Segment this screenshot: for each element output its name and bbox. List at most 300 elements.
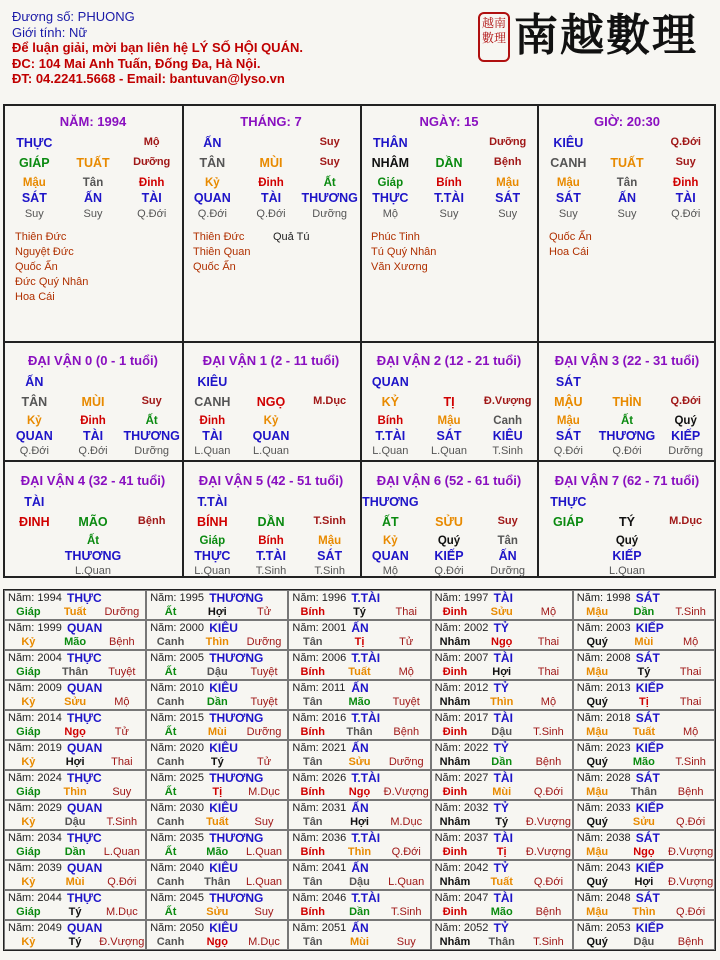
year-stem: Mậu bbox=[586, 846, 609, 858]
dai-van-hidden-stems bbox=[361, 415, 537, 427]
year-branch: Thân bbox=[204, 876, 231, 888]
dai-van-hidden-stems bbox=[183, 415, 359, 427]
year-branch: Mùi bbox=[207, 726, 227, 738]
year-stem: Canh bbox=[156, 876, 185, 888]
year-detail-row bbox=[574, 756, 714, 768]
year-state: T.Sinh bbox=[390, 906, 422, 918]
year-state: Bệnh bbox=[108, 636, 135, 648]
hidden-stem: Mậu bbox=[496, 177, 520, 189]
year-detail-row bbox=[432, 726, 572, 738]
year-stem: Canh bbox=[156, 816, 185, 828]
year-star: SÁT bbox=[635, 651, 660, 665]
year-star: THỰC bbox=[67, 591, 102, 605]
year-branch: Dậu bbox=[349, 876, 370, 888]
year-label: Năm: 2029 bbox=[8, 802, 62, 814]
year-branch: Tý bbox=[210, 756, 224, 768]
hidden-stem bbox=[539, 535, 598, 547]
contact-line-2: ĐC: 104 Mai Anh Tuấn, Đống Đa, Hà Nội. bbox=[12, 55, 261, 71]
contact-line-3: ĐT: 04.2241.5668 - Email: bantuvan@lyso.vn bbox=[12, 71, 285, 86]
year-detail-row bbox=[574, 606, 714, 618]
year-cell bbox=[573, 650, 715, 680]
year-star: KIÊU bbox=[209, 741, 238, 755]
gender-value: Nữ bbox=[68, 24, 88, 40]
year-cell bbox=[431, 620, 573, 650]
year-stem: Tân bbox=[302, 876, 323, 888]
dai-van-state: Suy bbox=[141, 395, 162, 407]
star-item: Hoa Cái bbox=[15, 291, 55, 303]
dai-van-stem-row bbox=[539, 395, 715, 409]
hidden-god: SÁT bbox=[21, 191, 47, 205]
year-branch: Tý bbox=[68, 906, 82, 918]
year-detail-row bbox=[147, 696, 287, 708]
dai-van-stem: KỶ bbox=[381, 395, 400, 409]
hidden-stem: Đinh bbox=[258, 177, 284, 189]
hidden-stem: Mậu bbox=[556, 415, 580, 427]
hidden-god: KIẾP bbox=[671, 429, 701, 443]
year-label: Năm: 2021 bbox=[292, 742, 347, 754]
year-detail-row bbox=[5, 696, 145, 708]
dai-van-branch: SỬU bbox=[435, 515, 463, 529]
year-cell bbox=[573, 680, 715, 710]
year-stem: Quý bbox=[586, 936, 608, 948]
hidden-stem: Quý bbox=[437, 535, 461, 547]
year-branch: Mão bbox=[64, 636, 87, 648]
spacer bbox=[656, 375, 715, 389]
dai-van-branch: DẦN bbox=[257, 515, 285, 529]
year-star: ẤN bbox=[351, 801, 369, 815]
hidden-god: THƯƠNG bbox=[64, 549, 122, 563]
year-branch: Sửu bbox=[632, 816, 655, 828]
year-star: QUAN bbox=[67, 801, 103, 815]
hidden-stem: Kỷ bbox=[263, 415, 279, 427]
dai-van-branch: MÙI bbox=[81, 395, 105, 409]
year-branch: Sửu bbox=[348, 756, 371, 768]
year-branch: Tuất bbox=[206, 816, 229, 828]
year-stem: Kỷ bbox=[21, 876, 36, 888]
year-detail-row bbox=[574, 786, 714, 798]
year-branch: Mùi bbox=[65, 876, 85, 888]
year-state: Tuyệt bbox=[250, 666, 278, 678]
hidden-god: TÀI bbox=[202, 429, 223, 443]
pillar-stem: NHÂM bbox=[371, 156, 410, 170]
year-stem: Kỷ bbox=[21, 756, 36, 768]
dai-van-star: T.TÀI bbox=[197, 495, 228, 509]
pillar-title: THÁNG: 7 bbox=[240, 114, 302, 129]
year-star: KIẾP bbox=[635, 801, 664, 815]
star-item: Quả Tú bbox=[273, 231, 310, 243]
year-state: Bệnh bbox=[677, 786, 704, 798]
year-detail-row bbox=[147, 666, 287, 678]
year-state: T.Sinh bbox=[533, 726, 564, 738]
year-cell bbox=[288, 650, 430, 680]
year-star: THỰC bbox=[67, 771, 102, 785]
pillar-branch: TUẤT bbox=[610, 156, 644, 170]
year-cell bbox=[573, 770, 715, 800]
year-state: Dưỡng bbox=[246, 636, 282, 648]
hidden-state: Suy bbox=[83, 208, 103, 220]
dai-van-hidden-gods bbox=[361, 549, 537, 563]
year-state: Mộ bbox=[682, 726, 699, 738]
dai-van-star-row bbox=[183, 495, 359, 509]
spacer bbox=[242, 136, 301, 150]
hidden-god bbox=[122, 549, 181, 563]
year-stem: Tân bbox=[302, 696, 323, 708]
year-branch: Dần bbox=[206, 696, 228, 708]
hidden-stem: Tân bbox=[616, 177, 638, 189]
dai-van-hidden-states bbox=[539, 565, 715, 577]
spacer bbox=[656, 495, 715, 509]
year-detail-row bbox=[574, 636, 714, 648]
year-detail-row bbox=[147, 726, 287, 738]
year-branch: Mùi bbox=[350, 936, 369, 948]
hidden-stem: Kỷ bbox=[204, 177, 220, 189]
year-detail-row bbox=[432, 786, 572, 798]
year-detail-row bbox=[574, 876, 714, 888]
year-state: Tử bbox=[114, 726, 129, 738]
year-cell bbox=[431, 650, 573, 680]
year-cell bbox=[573, 860, 715, 890]
year-branch: Tị bbox=[212, 786, 223, 798]
dai-van-hidden-stems bbox=[539, 415, 715, 427]
year-branch: Thìn bbox=[632, 906, 656, 918]
year-label: Năm: 2034 bbox=[8, 832, 62, 844]
year-cell bbox=[146, 860, 288, 890]
year-detail-row bbox=[5, 636, 145, 648]
year-state: Mộ bbox=[114, 696, 130, 708]
year-detail-row bbox=[574, 696, 714, 708]
year-label: Năm: 1998 bbox=[576, 592, 631, 604]
year-stem: Tân bbox=[302, 936, 323, 948]
dai-van-star: THỰC bbox=[550, 495, 587, 509]
hidden-stem: Ất bbox=[86, 535, 100, 547]
hidden-state: Q.Đới bbox=[78, 445, 108, 457]
hidden-stem: Ất bbox=[620, 415, 634, 427]
star-item: Phúc Tinh bbox=[371, 231, 420, 243]
year-state: Tử bbox=[399, 636, 414, 648]
hidden-stem: Bính bbox=[436, 177, 462, 189]
dai-van-stem-row bbox=[5, 515, 181, 529]
year-stem: Bính bbox=[300, 606, 325, 618]
year-cell bbox=[573, 890, 715, 920]
spacer bbox=[420, 375, 479, 389]
dai-van-hidden-stems bbox=[539, 535, 715, 547]
spacer bbox=[122, 375, 181, 389]
year-label: Năm: 2044 bbox=[8, 892, 62, 904]
year-label: Năm: 1994 bbox=[8, 592, 62, 604]
year-state: M.Dục bbox=[248, 936, 280, 948]
year-label: Năm: 2020 bbox=[150, 742, 204, 754]
pillar-1 bbox=[183, 106, 359, 339]
pillar-relation: Dưỡng bbox=[489, 136, 527, 148]
year-cell bbox=[431, 890, 573, 920]
year-branch: Ngọ bbox=[348, 786, 371, 798]
hidden-god: SÁT bbox=[555, 429, 581, 443]
year-star: KIÊU bbox=[209, 801, 238, 815]
pillar-star: KIÊU bbox=[553, 136, 584, 150]
year-branch: Thân bbox=[630, 786, 658, 798]
year-branch: Tý bbox=[495, 816, 509, 828]
dai-van-title: ĐẠI VẬN 3 (22 - 31 tuổi) bbox=[554, 353, 700, 368]
year-branch: Hợi bbox=[207, 606, 227, 618]
year-stem: Nhâm bbox=[439, 696, 471, 708]
year-label: Năm: 2028 bbox=[576, 772, 631, 784]
hidden-state: Q.Đới bbox=[19, 445, 49, 457]
year-state: L.Quan bbox=[245, 846, 283, 858]
hidden-stem: Ất bbox=[145, 415, 158, 427]
pillar-stem-row bbox=[361, 156, 537, 170]
dai-van-hidden-states bbox=[5, 445, 181, 457]
year-cell bbox=[431, 710, 573, 740]
dai-van-star: SÁT bbox=[555, 375, 581, 389]
year-state: Mộ bbox=[398, 666, 414, 678]
year-cell bbox=[4, 710, 146, 740]
year-detail-row bbox=[147, 906, 287, 918]
dai-van-hidden-gods bbox=[5, 549, 181, 563]
year-cell bbox=[573, 710, 715, 740]
hidden-stems-row bbox=[539, 177, 715, 189]
hidden-god: T.TÀI bbox=[256, 549, 286, 563]
hidden-stem bbox=[300, 415, 359, 427]
year-label: Năm: 2006 bbox=[292, 652, 347, 664]
year-stem: Quý bbox=[586, 696, 608, 708]
pillar-relation: Suy bbox=[319, 136, 340, 148]
year-detail-row bbox=[147, 846, 287, 858]
year-star: THỰC bbox=[67, 891, 102, 905]
star-item: Văn Xương bbox=[371, 261, 428, 273]
hidden-state: Dưỡng bbox=[668, 445, 704, 457]
dai-van-stem: BÍNH bbox=[197, 515, 228, 529]
hidden-states-row bbox=[361, 208, 537, 220]
pillar-stars bbox=[193, 230, 250, 275]
year-star: TỶ bbox=[493, 801, 509, 815]
name-label: Đương số: bbox=[12, 9, 75, 24]
hidden-states-row bbox=[5, 208, 181, 220]
hidden-stem: Đinh bbox=[672, 177, 699, 189]
year-star: TỶ bbox=[493, 681, 509, 695]
year-cell bbox=[431, 920, 573, 950]
star-item: Tú Quý Nhân bbox=[371, 246, 437, 258]
year-label: Năm: 2030 bbox=[150, 802, 204, 814]
hidden-state: Dưỡng bbox=[134, 445, 170, 457]
year-detail-row bbox=[289, 696, 429, 708]
year-cell bbox=[4, 740, 146, 770]
year-stem: Mậu bbox=[586, 606, 609, 618]
hidden-states-row bbox=[539, 208, 715, 220]
hidden-god: QUAN bbox=[252, 429, 290, 443]
year-star: TỶ bbox=[493, 741, 509, 755]
year-stem: Nhâm bbox=[439, 756, 471, 768]
dai-van-stem: CANH bbox=[194, 395, 231, 409]
dai-van-hidden-gods bbox=[539, 549, 715, 563]
year-cell bbox=[573, 800, 715, 830]
year-star: ẤN bbox=[351, 861, 369, 875]
hidden-god: T.TÀI bbox=[434, 191, 464, 205]
year-detail-row bbox=[574, 726, 714, 738]
year-detail-row bbox=[289, 876, 429, 888]
year-detail-row bbox=[5, 936, 145, 948]
dai-van-branch: TÝ bbox=[619, 515, 635, 529]
dai-van-branch: TỊ bbox=[443, 395, 455, 409]
year-star: THỰC bbox=[67, 711, 102, 725]
dai-van-state: M.Dục bbox=[313, 395, 347, 407]
year-detail-row bbox=[432, 756, 572, 768]
hidden-state: L.Quan bbox=[608, 565, 646, 577]
dai-van-star: ẤN bbox=[25, 375, 44, 389]
year-detail-row bbox=[147, 876, 287, 888]
year-star: KIẾP bbox=[635, 741, 664, 755]
year-star: ẤN bbox=[351, 741, 369, 755]
year-label: Năm: 2046 bbox=[292, 892, 347, 904]
year-label: Năm: 2025 bbox=[150, 772, 204, 784]
year-star: T.TÀI bbox=[351, 771, 381, 785]
year-cell bbox=[288, 920, 430, 950]
year-star: KIÊU bbox=[209, 861, 238, 875]
year-label: Năm: 2041 bbox=[292, 862, 347, 874]
year-cell bbox=[573, 740, 715, 770]
year-stem: Ất bbox=[164, 726, 177, 738]
dai-van-hidden-gods bbox=[183, 429, 359, 443]
hidden-god: KIÊU bbox=[492, 429, 523, 443]
year-state: Q.Đới bbox=[533, 876, 564, 888]
dai-van-hidden-states bbox=[5, 565, 181, 577]
hidden-gods-row bbox=[5, 191, 181, 205]
dai-van-stem-row bbox=[5, 395, 181, 409]
year-stem: Giáp bbox=[16, 606, 41, 618]
year-star: TỶ bbox=[493, 921, 509, 935]
year-detail-row bbox=[5, 816, 145, 828]
hidden-stem: Đinh bbox=[80, 415, 106, 427]
year-cell bbox=[146, 620, 288, 650]
year-cell bbox=[431, 800, 573, 830]
year-detail-row bbox=[5, 876, 145, 888]
year-branch: Mùi bbox=[634, 636, 654, 648]
hidden-god: TÀI bbox=[141, 191, 162, 205]
spacer bbox=[242, 375, 301, 389]
year-cell bbox=[288, 620, 430, 650]
year-stem: Giáp bbox=[16, 726, 41, 738]
year-cell bbox=[4, 800, 146, 830]
year-stem: Bính bbox=[300, 726, 325, 738]
year-branch: Thân bbox=[488, 936, 515, 948]
year-state: Mộ bbox=[682, 636, 699, 648]
dai-van-star-row bbox=[5, 375, 181, 389]
year-label: Năm: 1999 bbox=[8, 622, 62, 634]
pillar-star-row bbox=[5, 136, 181, 150]
logo bbox=[478, 8, 710, 66]
year-cell bbox=[288, 830, 430, 860]
year-detail-row bbox=[432, 906, 572, 918]
year-state: Đ.Vượng bbox=[525, 816, 571, 828]
year-cell bbox=[146, 680, 288, 710]
year-cell bbox=[431, 590, 573, 620]
dai-van-star: KIÊU bbox=[197, 375, 228, 389]
year-branch: Tuất bbox=[348, 666, 371, 678]
dai-van-state: Bệnh bbox=[137, 515, 166, 527]
hidden-god: SÁT bbox=[495, 191, 521, 205]
year-state: Bệnh bbox=[677, 936, 704, 948]
pillar-stem: TÂN bbox=[199, 156, 226, 170]
year-detail-row bbox=[432, 876, 572, 888]
year-label: Năm: 2036 bbox=[292, 832, 347, 844]
year-stem: Kỷ bbox=[21, 636, 36, 648]
dai-van-hidden-gods bbox=[361, 429, 537, 443]
pillar-branch: TUẤT bbox=[76, 156, 110, 170]
year-label: Năm: 2052 bbox=[434, 922, 489, 934]
hidden-stem: Tân bbox=[497, 535, 518, 547]
pillar-star-row bbox=[183, 136, 359, 150]
spacer bbox=[300, 495, 359, 509]
year-star: THƯƠNG bbox=[209, 651, 264, 665]
year-stem: Đinh bbox=[442, 906, 468, 918]
hidden-states-row bbox=[183, 208, 359, 220]
year-star: TÀI bbox=[493, 651, 513, 665]
hidden-stem: Kỷ bbox=[382, 535, 398, 547]
hidden-stem: Đinh bbox=[138, 177, 165, 189]
year-star: KIẾP bbox=[635, 921, 664, 935]
hidden-god: TÀI bbox=[82, 429, 104, 443]
dai-van-hidden-stems bbox=[5, 415, 181, 427]
hidden-stems-row bbox=[183, 177, 359, 189]
year-cell bbox=[288, 890, 430, 920]
year-cell bbox=[146, 650, 288, 680]
header-info bbox=[12, 9, 303, 87]
year-branch: Thìn bbox=[347, 846, 372, 858]
hidden-god: QUAN bbox=[193, 191, 231, 205]
hidden-state: Q.Đới bbox=[671, 208, 701, 220]
year-stem: Tân bbox=[302, 636, 323, 648]
year-label: Năm: 2033 bbox=[576, 802, 631, 814]
year-cell bbox=[431, 740, 573, 770]
spacer bbox=[300, 375, 359, 389]
hidden-god: KIẾP bbox=[612, 549, 642, 563]
hidden-god: ẤN bbox=[617, 191, 637, 205]
year-label: Năm: 2004 bbox=[8, 652, 62, 664]
hidden-stem: Mậu bbox=[556, 177, 580, 189]
year-detail-row bbox=[5, 756, 145, 768]
year-label: Năm: 2010 bbox=[150, 682, 204, 694]
year-label: Năm: 2008 bbox=[576, 652, 631, 664]
year-detail-row bbox=[289, 726, 429, 738]
year-stem: Giáp bbox=[16, 846, 41, 858]
year-label: Năm: 2003 bbox=[576, 622, 631, 634]
pillar-stars-extra bbox=[273, 230, 310, 245]
year-star: T.TÀI bbox=[351, 831, 381, 845]
pillar-relation: Q.Đới bbox=[670, 136, 701, 148]
dai-van-branch: THÌN bbox=[612, 395, 642, 409]
year-detail-row bbox=[147, 936, 287, 948]
year-branch: Tị bbox=[354, 636, 365, 648]
year-cell bbox=[146, 770, 288, 800]
year-stem: Nhâm bbox=[439, 876, 471, 888]
dai-van-state: Q.Đới bbox=[670, 395, 701, 407]
spacer bbox=[598, 136, 657, 150]
year-stem: Quý bbox=[586, 636, 608, 648]
logo-seal: 越南 數理 bbox=[478, 12, 510, 62]
year-detail-row bbox=[574, 936, 714, 948]
hidden-god: ẤN bbox=[83, 191, 103, 205]
year-label: Năm: 2031 bbox=[292, 802, 347, 814]
year-cell bbox=[573, 620, 715, 650]
hidden-stem: Mậu bbox=[437, 415, 461, 427]
year-label: Năm: 2026 bbox=[292, 772, 347, 784]
pillar-star: ẤN bbox=[203, 136, 222, 150]
year-branch: Dậu bbox=[491, 726, 513, 738]
hidden-stem: Quý bbox=[674, 415, 697, 427]
year-state: Suy bbox=[254, 816, 274, 828]
year-state: L.Quan bbox=[388, 876, 425, 888]
year-state: Dưỡng bbox=[246, 726, 282, 738]
hidden-state: T.Sinh bbox=[314, 565, 345, 577]
